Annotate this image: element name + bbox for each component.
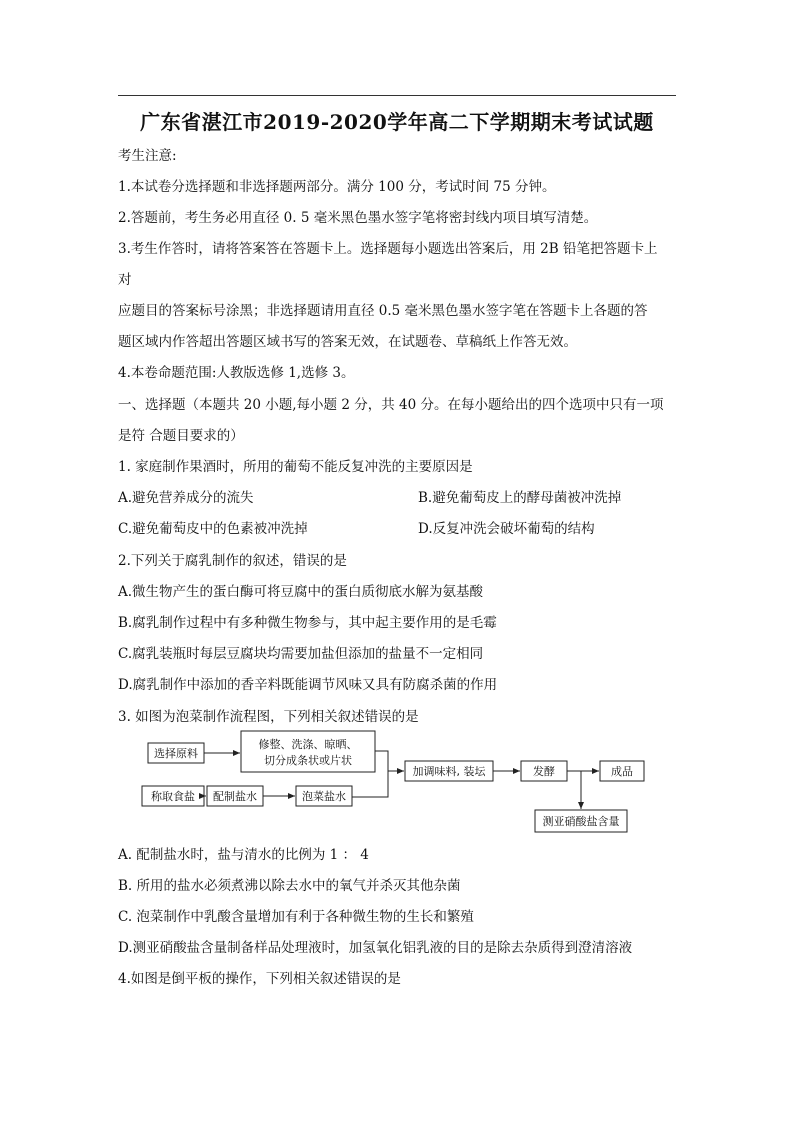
question-1-option-a: A.避免营养成分的流失 [118, 490, 254, 506]
flow-label-process-1: 修整、洗涤、晾晒、 [258, 738, 358, 751]
section-heading-cont: 是符 合题目要求的） [118, 428, 244, 444]
flow-label-process-2: 切分成条状或片状 [264, 754, 352, 767]
notice-heading: 考生注意: [118, 148, 177, 164]
flow-label-pickle-water: 泡菜盐水 [302, 790, 346, 803]
question-3-option-c: C. 泡菜制作中乳酸含量增加有利于各种微生物的生长和繁殖 [118, 909, 474, 925]
question-1-option-d: D.反复冲洗会破坏葡萄的结构 [418, 521, 595, 537]
question-2-option-c: C.腐乳装瓶时每层豆腐块均需要加盐但添加的盐量不一定相同 [118, 646, 484, 662]
question-2-stem: 2.下列关于腐乳制作的叙述，错误的是 [118, 553, 347, 569]
header-rule [118, 95, 676, 96]
notice-item: 题区域内作答超出答题区域书写的答案无效，在试题卷、草稿纸上作答无效。 [118, 334, 577, 350]
question-2-option-d: D.腐乳制作中添加的香辛料既能调节风味又具有防腐杀菌的作用 [118, 677, 498, 693]
notice-item: 2.答题前，考生务必用直径 0. 5 毫米黑色墨水签字笔将密封线内项目填写清楚。 [118, 210, 598, 226]
flow-label-measure: 测亚硝酸盐含量 [542, 815, 620, 828]
question-1-option-b: B.避免葡萄皮上的酵母菌被冲洗掉 [418, 490, 622, 506]
page-title: 广东省湛江市2019-2020学年高二下学期期末考试试题 [140, 110, 654, 134]
question-3-option-a: A. 配制盐水时，盐与清水的比例为 1 ： 4 [118, 847, 369, 863]
question-3-stem: 3. 如图为泡菜制作流程图，下列相关叙述错误的是 [118, 709, 419, 725]
flow-label-weigh: 称取食盐 [151, 790, 195, 803]
flow-label-ferment: 发酵 [533, 765, 555, 778]
question-1-option-c: C.避免葡萄皮中的色素被冲洗掉 [118, 521, 308, 537]
flow-label-season: 加调味料, 装坛 [412, 765, 486, 778]
flow-label-brine: 配制盐水 [213, 790, 257, 803]
question-3-option-d: D.测亚硝酸盐含量制备样品处理液时，加氢氧化铝乳液的目的是除去杂质得到澄清溶液 [118, 940, 633, 956]
pickle-flowchart [140, 728, 660, 836]
question-1-stem: 1. 家庭制作果酒时，所用的葡萄不能反复冲洗的主要原因是 [118, 459, 473, 475]
question-3-option-b: B. 所用的盐水必须煮沸以除去水中的氧气并杀灭其他杂菌 [118, 878, 461, 894]
question-4-stem: 4.如图是倒平板的操作，下列相关叙述错误的是 [118, 971, 401, 987]
notice-item: 应题目的答案标号涂黑；非选择题请用直径 0.5 毫米黑色墨水签字笔在答题卡上各题的答 [118, 303, 648, 319]
flow-label-product: 成品 [611, 765, 633, 778]
section-heading: 一、选择题（本题共 20 小题,每小题 2 分，共 40 分。在每小题给出的四个选项中只有一项 [118, 397, 664, 413]
notice-item: 4.本卷命题范围:人教版选修 1,选修 3。 [118, 365, 355, 381]
notice-item: 对 [118, 272, 132, 288]
question-2-option-a: A.微生物产生的蛋白酶可将豆腐中的蛋白质彻底水解为氨基酸 [118, 584, 484, 600]
notice-item: 3.考生作答时，请将答案答在答题卡上。选择题每小题选出答案后，用 2B 铅笔把答题卡上 [118, 241, 658, 257]
notice-item: 1.本试卷分选择题和非选择题两部分。满分 100 分，考试时间 75 分钟。 [118, 179, 556, 195]
flow-label-select: 选择原料 [154, 747, 198, 760]
question-2-option-b: B.腐乳制作过程中有多种微生物参与，其中起主要作用的是毛霉 [118, 615, 497, 631]
